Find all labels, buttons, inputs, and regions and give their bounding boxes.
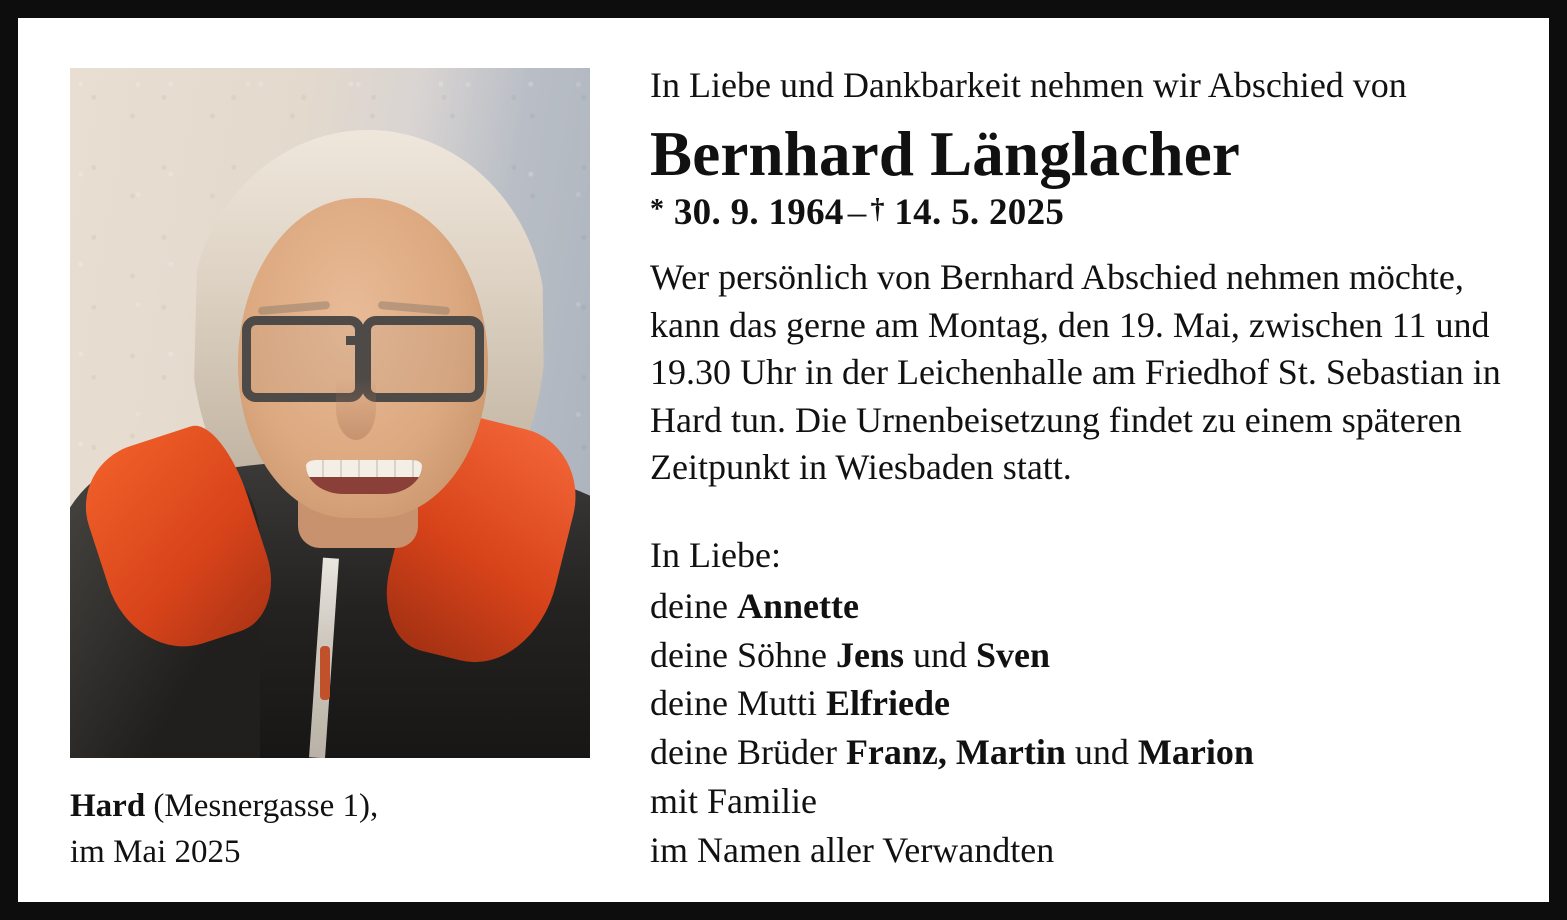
family-list bbox=[650, 583, 1515, 874]
date-separator: – bbox=[847, 192, 867, 234]
place-name: Hard bbox=[70, 788, 146, 824]
family-names-2: Marion bbox=[1137, 732, 1254, 773]
family-prefix: deine Söhne bbox=[650, 634, 836, 675]
birth-date: 30. 9. 1964 bbox=[673, 192, 844, 234]
notice-inner bbox=[18, 18, 1549, 902]
list-item: mit Familie bbox=[650, 780, 817, 821]
list-item bbox=[650, 680, 1515, 727]
photo-mouth bbox=[306, 460, 422, 494]
family-names-2: Sven bbox=[975, 634, 1051, 675]
family-names: Annette bbox=[736, 585, 859, 626]
family-prefix: deine Brüder bbox=[650, 732, 846, 773]
photo-glasses-bridge bbox=[346, 336, 368, 345]
family-names: Franz, Martin bbox=[845, 732, 1066, 773]
photo-nose bbox=[336, 378, 376, 440]
list-item bbox=[650, 729, 1515, 776]
family-names: Elfriede bbox=[825, 683, 950, 724]
right-column bbox=[610, 46, 1515, 884]
lead-text: In Liebe und Dankbarkeit nehmen wir Abschied von bbox=[650, 65, 1407, 105]
family-names: Jens bbox=[835, 634, 904, 675]
family-conjunction: und bbox=[903, 634, 976, 675]
birth-symbol: * bbox=[650, 194, 665, 226]
photo-glasses-right-lens bbox=[362, 316, 484, 402]
photo-zipper-pull bbox=[320, 646, 330, 700]
funeral-details-text: Wer persönlich von Bernhard Abschied nehmen möchte, kann das gerne am Montag, den 19. Mai, zwischen 11 und 19.30 Uhr in der Leichenhalle am Friedhof St. Sebastian in Hard tun. Die Urnenbeisetzung findet zu einem späteren Zeitpunkt in Wiesbaden statt. bbox=[650, 257, 1501, 488]
life-dates bbox=[650, 191, 1515, 234]
left-column bbox=[70, 46, 610, 884]
closing-label: In Liebe: bbox=[650, 534, 781, 575]
place-and-date-caption bbox=[70, 784, 610, 875]
place-address: (Mesnergasse 1), bbox=[145, 788, 379, 824]
list-item bbox=[650, 632, 1515, 679]
notice-date: im Mai 2025 bbox=[70, 833, 241, 870]
family-conjunction: und bbox=[1065, 732, 1138, 773]
family-prefix: deine Mutti bbox=[650, 683, 826, 724]
photo-teeth bbox=[306, 460, 422, 477]
list-item bbox=[650, 583, 1515, 630]
death-symbol: † bbox=[870, 194, 885, 226]
deceased-name: Bernhard Länglacher bbox=[650, 118, 1241, 189]
place-line bbox=[70, 784, 610, 830]
death-date: 14. 5. 2025 bbox=[894, 192, 1065, 234]
family-prefix: deine bbox=[650, 585, 737, 626]
list-item: im Namen aller Verwandten bbox=[650, 829, 1055, 870]
portrait-photo bbox=[70, 68, 590, 758]
